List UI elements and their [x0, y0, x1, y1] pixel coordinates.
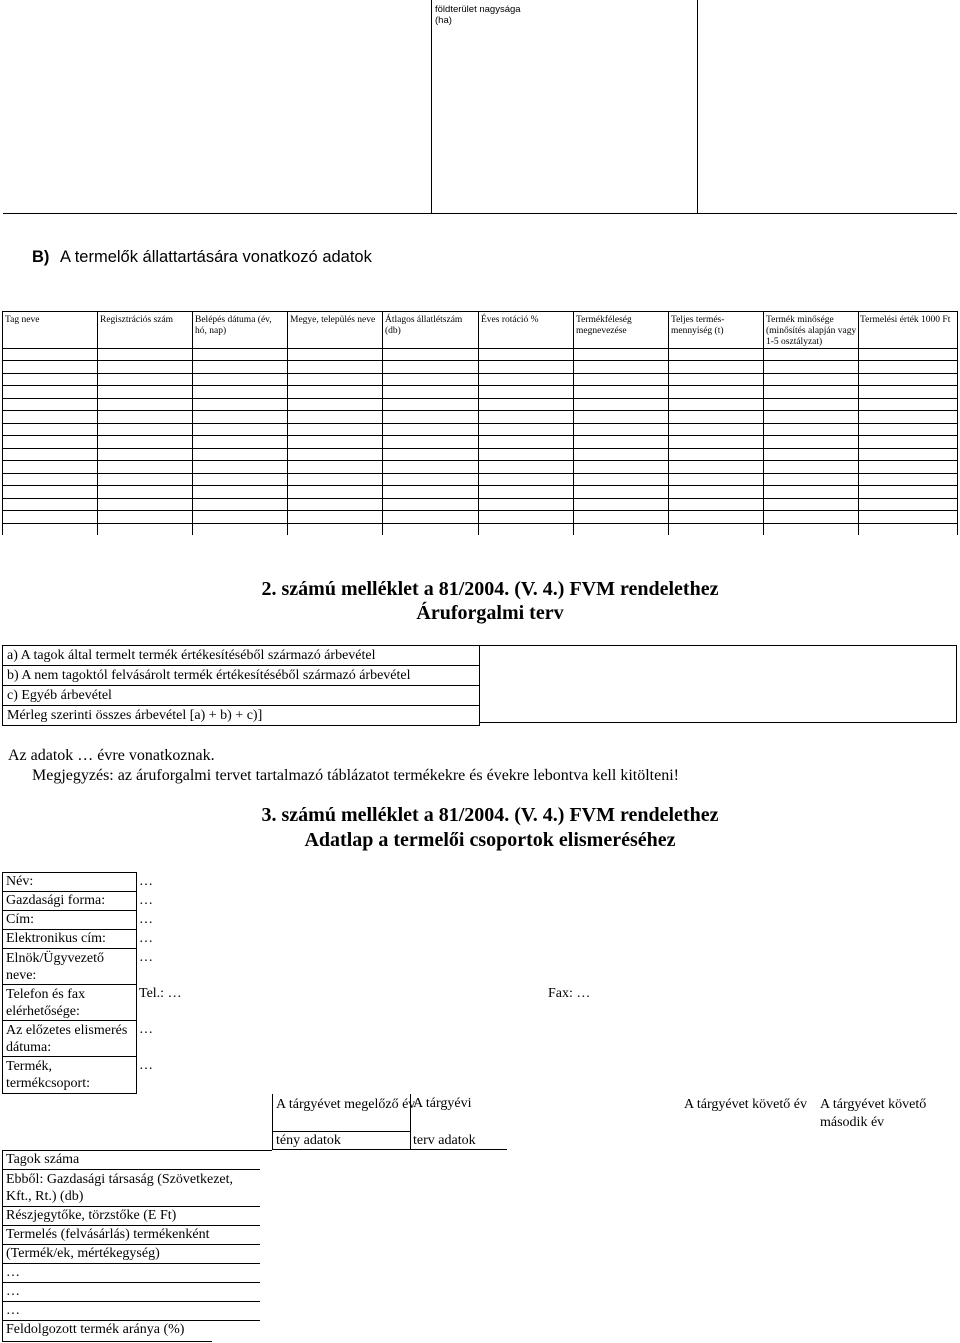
form-label-chair: Elnök/Ügyvezető neve: — [6, 951, 104, 983]
stats-header-this-year: A tárgyévi — [413, 1096, 472, 1111]
col-header-product-quality: Termék minősége (minősítés alapján vagy 1-5 osztályzat) — [766, 315, 857, 347]
col-header-total-yield: Teljes termés-mennyiség (t) — [671, 315, 725, 336]
form-label-phone-fax: Telefon és fax elérhetősége: — [6, 987, 86, 1019]
form-value-chair[interactable]: … — [139, 950, 153, 965]
form-value-address[interactable]: … — [139, 912, 153, 927]
stats-row-ellipsis-3: … — [6, 1303, 20, 1318]
col-header-join-date: Belépés dátuma (év, hó, nap) — [195, 315, 272, 336]
form-label-legal-form: Gazdasági forma: — [6, 893, 106, 908]
stats-subheader-plan: terv adatok — [413, 1133, 476, 1148]
form-value-email[interactable]: … — [139, 931, 153, 946]
stats-row-production: Termelés (felvásárlás) termékenként — [6, 1227, 210, 1242]
annex2-heading: 2. számú melléklet a 81/2004. (V. 4.) FVM rendelethez — [261, 578, 719, 600]
form-value-legal-form[interactable]: … — [139, 893, 153, 908]
col-header-avg-livestock: Átlagos állatlétszám (db) — [385, 315, 463, 336]
table-row — [3, 666, 480, 686]
turnover-value-box — [479, 645, 957, 723]
top-table-grid — [3, 0, 957, 214]
col-header-annual-rotation: Éves rotáció % — [481, 315, 539, 325]
stats-row-members: Tagok száma — [6, 1152, 80, 1167]
form-value-name[interactable]: … — [139, 874, 153, 889]
land-area-header: földterület nagysága (ha) — [435, 4, 521, 26]
annex2-note-remark: Megjegyzés: az áruforgalmi tervet tartalmazó táblázatot termékekre és évekre lebontva kell kitölteni! — [32, 767, 679, 784]
stats-row-product-unit: (Termék/ek, mértékegység) — [6, 1246, 160, 1261]
turnover-row-a: a) A tagok által termelt termék értékesítéséből származó árbevétel — [3, 646, 480, 666]
form-label-prelim-date: Az előzetes elismerés dátuma: — [6, 1023, 128, 1055]
annex2-title: Áruforgalmi terv — [416, 602, 564, 624]
table-row — [3, 706, 480, 726]
section-b-prefix: B) — [32, 248, 50, 266]
stats-header-next-year: A tárgyévet követő év — [684, 1097, 807, 1112]
stats-row-capital: Részjegytőke, törzstőke (E Ft) — [6, 1208, 177, 1223]
annex3-title: Adatlap a termelői csoportok elismeréséhez — [304, 829, 676, 851]
stats-subheader-actual: tény adatok — [276, 1133, 341, 1148]
top-table — [3, 0, 957, 214]
form-label-products: Termék, termékcsoport: — [6, 1059, 90, 1091]
turnover-row-total: Mérleg szerinti összes árbevétel [a) + b) + c)] — [3, 706, 480, 726]
form-value-fax[interactable]: Fax: … — [548, 986, 591, 1001]
stats-header-second-year: A tárgyévet követő második év — [820, 1097, 927, 1130]
form-value-prelim-date[interactable]: … — [139, 1022, 153, 1037]
section-b-title-text: A termelők állattartására vonatkozó adatok — [60, 248, 372, 266]
annex2-note-year: Az adatok … évre vonatkoznak. — [8, 747, 215, 764]
form-value-products[interactable]: … — [139, 1058, 153, 1073]
stats-row-companies: Ebből: Gazdasági társaság (Szövetkezet, Kft., Rt.) (db) — [6, 1172, 234, 1204]
form-label-email: Elektronikus cím: — [6, 931, 106, 946]
form-label-name: Név: — [6, 874, 34, 889]
turnover-table — [2, 645, 480, 726]
turnover-row-c: c) Egyéb árbevétel — [3, 686, 480, 706]
col-header-product-type: Termékféleség megnevezése — [576, 315, 632, 336]
col-header-registration-number: Regisztrációs szám — [100, 315, 174, 325]
form-label-address: Cím: — [6, 912, 35, 927]
annex3-heading: 3. számú melléklet a 81/2004. (V. 4.) FVM rendelethez — [261, 804, 719, 826]
livestock-table — [2, 311, 958, 535]
section-b-title — [32, 248, 372, 267]
stats-row-processed-share: Feldolgozott termék aránya (%) — [6, 1322, 185, 1337]
table-row — [3, 646, 480, 666]
col-header-production-value: Termelési érték 1000 Ft — [860, 315, 951, 325]
stats-row-ellipsis-2: … — [6, 1284, 20, 1299]
col-header-county-town: Megye, település neve — [290, 315, 376, 325]
table-row — [3, 686, 480, 706]
col-header-member-name: Tag neve — [5, 315, 40, 325]
form-value-phone[interactable]: Tel.: … — [139, 986, 182, 1001]
stats-header-prev-year: A tárgyévet megelőző év — [276, 1097, 416, 1112]
turnover-row-b: b) A nem tagoktól felvásárolt termék értékesítéséből származó árbevétel — [3, 666, 480, 686]
stats-row-ellipsis-1: … — [6, 1265, 20, 1280]
